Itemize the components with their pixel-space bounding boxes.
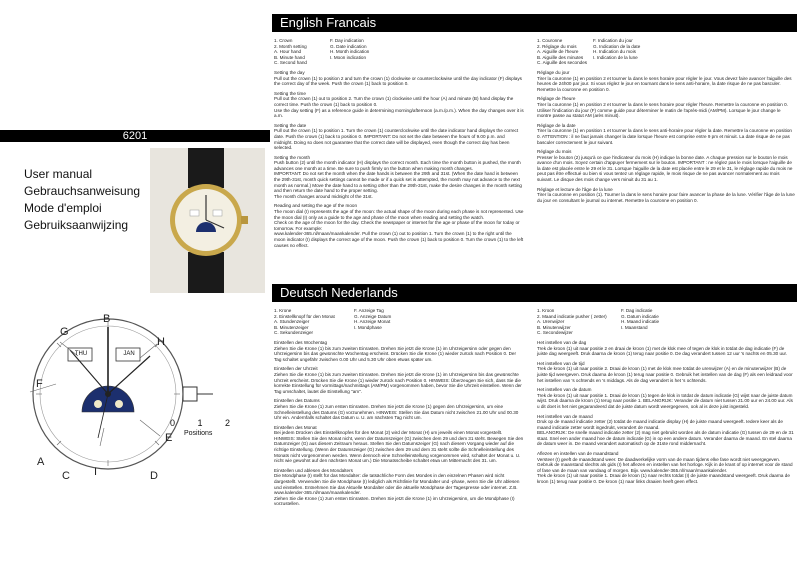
dial-diagram [0,300,270,567]
dial-day-window: THU [74,351,88,357]
french-paragraph: Réglage de la date Tirer la couronne (1) en position 1 et tourner la dans le sens anti-horaire pour régler la date. Remettre la couronne en position 0. ATTENTION : il ne faut jamais changer la date lorsque l'heure est comprise entre 9 pm et minuit. La date risque de ne pas basculer correctement le jour suivant. [537,122,792,145]
crown-position-1: 1 [197,418,203,428]
banner-english-french [272,14,797,32]
english-paragraph: Setting the date Pull out the crown (1) to position 1. Turn the crown (1) counterclockwise until the date indicator hand displays the correct date. Push the crown (1) back to position 0. IMPORTANT: Do not set the date between the hours of 9.00 p.m. and midnight. Doing so does not guarantee that the correct date will be displayed, even though the correct day has been selected. [274,122,519,151]
dial-month-window: JAN [123,351,135,357]
english-legend [274,38,524,66]
deutsch-section [274,308,524,511]
dial-label-d: D [150,470,158,482]
manual-title-de: Gebrauchsanweisung [24,184,141,198]
deutsch-paragraph: Einstellen der Uhrzeit Ziehen Sie die Krone (1) bis zum zweiten Einrasten. Drehen Sie jetzt die Krone (1) im Uhrzeigersinn bis das gewünschte Uhrzeit erscheint. Drücken Sie die Krone (1) wieder zurück nach Position 0. HINWEIS: Überzeugen Sie sich, dass Sie die korrekte Einstellung für vormittags/nachmittags (AM/PM) vorgenommen haben, bevor Sie die Uhrzeit einstellen. Wenn der Tag umschaltet, lautet die Einstellung "am". [274,366,522,394]
dial-label-e: E [165,432,173,444]
model-number-bar [0,130,270,142]
french-paragraph: Réglage de l'heure Tirer la couronne (1) en position 2 et tourner la dans le sens horaire pour régler l'heure. Remettre la couronne en position 0. Utiliser l'indication du jour (F) comme guide pour déterminer le matin de l'après-midi (AM/PM). Lorsque le jour change le montre passe au statut AM (arès minuit). [537,96,788,119]
deutsch-paragraph: Einstellen und ablesen des Mondalters Die Mondphase (I) stellt für das Mondalter: die tatsächliche Form des Mondes in den einzelnen Phasen wird nicht dargestellt. Verwenden Sie die Mondphase (I) lediglich als Richtlinie für Mondalter und -phase, wenn Sie die Uhr ablesen und einstellen. Entnehmen Sie das Aktuelle Mondalter oder die aktuelle Mondphase der Tagespresse oder internet. Z.B. www.kalender-365.nl/maan/maankalender. Ziehen Sie die Krone (1) zum ersten Einrasten. Drehen Sie jetzt die Krone (1) im Uhrzeigersinn, um die Mondphase (I) vorzustellen. [274,467,520,507]
english-section [274,38,524,252]
french-legend-col1: 1. Couronne 2. Réglage du mois A. Aiguille de l'heure B. Aiguille des minutes C. Aiguille des secondes [537,38,588,66]
nederlands-paragraph: Het instellen van de datum Trek de kroon (1) uit naar positie 1. Draai de kroon (1) tegen de klok in totdat de datum indicatie (G) wijst naar de juiste datum wijst. Druk daarna de kroon (1) terug naar positie 1. BELANGRIJK: Verander de datum niet tussen 21.00 uur en 24.00 uur. Als u dit doet is het niet gegarandeerd dat de juiste datum wordt weergegeven, ook al is deze juist ingesteld. [537,387,793,409]
french-paragraph: Réglage et lecture de l'âge de la lune Tirer la couronne en position (1). Tourner la dans le sens horaire pour faire avancer la phase de la lune. Vérifier l'âge de la lune du jour en consultant le journal ou internet. Remettre la couronne en position 0. [537,186,795,203]
deutsch-paragraph: Einstellen des Monat Bei jedem Drücken des Einstellknopfes für den Monat (2) wird der Monat (H) um jeweils einen Monat vorgestellt. HINWEIS: Stellen Sie den Monat nicht, wenn der Datumszeiger (G) zwischen dem 29 und dem 31 steht. Bewegen Sie den Datumzeiger (G) aus diesem Zeitraum heraus. Stellen Sie den Datumszeiger (G) nach diesem Vorgang wieder auf die richtige Einstellung. (Wenn der Datumszeiger (G) zwischen dem 29 und dem 31 steht sollte die Schnelleinstellung des Monats nicht vorgenommen werden. Wenn dennoch eine Schnelleinstellung vorgenommen wird, schaltet der Monat u. U. nicht wie gewohnt auf den nächsten Monat um.) Die Monatsscheibe schaltet etwa um Mitternacht des 31. um. [274,424,524,464]
french-paragraph: Réglage du jour Tirer la couronne (1) en position 2 et tourner la dans le sens horaire pour régler le jour. Vous devez faire avancer l'aiguille des heures de 24h00 par jour. Si vous réglez le jour en tournant dans le sens anti-horaire, la date risque de ne pas basculer. Remettre la couronne en position 0. [537,69,792,92]
banner-deutsch-nederlands-title: Deutsch Nederlands [280,285,398,300]
english-paragraph: Setting the time Pull out the crown (1) out to position 2. Turn the crown (1) clockwise until the hour (A) and minute (B) hand display the correct time. Push the crown (1) back to position 0. Use the day setting (F) as a reference guide in determining morning/afternoon (a.m./p.m.). When the day changes over it is a.m. [274,90,524,119]
dial-label-i: I [94,466,98,478]
deutsch-legend-col1: 1. Krone 2. Einstellknopf für den Monat A. Stundenzeiger B. Minutenzeiger C. Sekundenzeiger [274,308,335,336]
manual-title-nl: Gebruiksaanwijzing [24,218,129,232]
banner-deutsch-nederlands [272,284,797,302]
crown-positions [170,418,230,428]
english-paragraph: Setting the day Pull out the crown (1) to position 2 and turn the crown (1) clockwise or counterclockwise until the day indicator (F) displays the correct day of the week. Push the crown (1) back to position 0. [274,69,522,87]
dial-label-h: H [157,336,165,348]
positions-label: Positions [184,430,213,437]
manual-title-fr: Mode d'emploi [24,201,102,215]
dial-label-b: B [103,313,111,325]
nederlands-paragraph: Het instellen van de maand Druk op de maand indicatie zetter (2) totdat de maand indicatie display (H) de juiste maand weergeeft. Iedere keer als de maand indicatie zetter wordt ingedrukt, verandert de maand. BELANGRIJK: De snelle maand indicatie zetter (2) mag niet gebruikt worden als de datum indicatie (G) tussen de 29 en de 31 staat. Snel een ander maand hoe de datum indicatie (G) in op een andere datum. Verander daarna de maand. En stel daarna de datum weer in. De maand verandert automatisch op de 31ste rond middernacht. [537,413,794,447]
english-legend-col1: 1. Crown 2. Month setting A. Hour hand B. Minute hand C. Second hand [274,38,307,66]
crown-position-0: 0 [170,418,176,428]
deutsch-paragraph: Einstellen des Datums Ziehen Sie die Krone (1) zum ersten Einrasten. Drehen Sie jetzt die Krone (1) gegen den Uhrzeigersinn, um eine Schnelleinstellung des Datums (G) vorzunehmen. HINWEIS: Stellen Sie das Datum nicht zwischen 21.00 Uhr und 00.30 Uhr ein. Andernfalls schaltet das Datum u. U. am nächsten Tag nicht um. [274,398,519,421]
dial-label-a: A [37,456,45,468]
nederlands-paragraph: Het instellen van de tijd Trek de kroon (1) uit naar positie 2. Draai de kroon (1) met de klok mee totdat de urenwijzer (A) en de minutenwijzer (B) de juiste tijd weergeven. Druk daarna de kroon (1) terug naar positie 0. Gebruik het instellen van de dag (F) als een leidraad voor het instellen van 's ochtends en 's middags. Als de dag verandert is het 's ochtends. [537,360,793,383]
french-section [537,38,795,207]
french-legend-col2: F. Indication du jour G. Indication de la date H. Indication du mois I. Indication de la lune [593,38,641,60]
model-number: 6201 [122,130,148,142]
nederlands-paragraph: Aflezen en instellen van de maandstand Versteer (I) geeft de maandstand weer. De daadwerkelijke vorm van de maan tijdens elke fase wordt niet weergegeven. Gebruik de maanstand slechts als gids (I) het aflezen en instellen van het horloge. Kijk in de krant of op internet voor de stand of fase van de maan van vandaag of morgen. Bijv. www.kalender-365.nl/maan/maankalender. Trek de kroon (1) uit naar positie 1. Draai de kroon (1) naar rechts totdat (I) de juiste maandstand weergeeft. Druk daarna de kroon (1) terug naar positie 0. De kroon (1) naar links draaien heeft geen effect. [537,451,793,485]
english-paragraph: Setting the month Push button (2) until the month indicator (H) displays the correct month. Each time the month button is pushed, the month advances one month at a time. Be sure to push firmly on the button when making month changes. IMPORTANT: Do not set the month when the date hands is between the 29th and 31st. (When the date hand is between the 29th-31st, month quick settings cannot be made or if a quick set is attempted, the month may not advance to the next month as normal.) Move the date hand to a setting other than the 29th-31st, make the desire changes in the month setting and then return the date hand to the proper setting. The month changes around midnight of the 31st. [274,154,522,199]
dial-label-c: C [62,470,70,482]
nederlands-section [537,308,795,489]
dial-label-f: F [36,378,43,390]
french-legend [537,38,795,66]
manual-title-en: User manual [24,167,93,181]
nederlands-legend-col2: F. Dag indicatie G. Datum indicatie H. Maand indicatie I. Maanstand [621,308,660,330]
deutsch-paragraph: Einstellen des Wochentag Ziehen Sie die Krone (1) bis zum zweiten Einrasten. Drehen Sie jetzt die Krone (1) im Uhrzeigersinn oder gegen den Uhrzeigersinn bis das gewünschte Wochentag erscheint. Drücken Sie die Krone (1) wieder zurück nach Position 0. Der Tag schaltet ungefähr zwischen 0.00 Uhr und 5.30 Uhr oben etwas später um. [274,339,516,362]
english-legend-col2: F. Day indication G. Date indication H. Month indication I. Moon indication [330,38,370,60]
nederlands-legend-col1: 1. Kroon 2. Maand indicatie pusher ( zetter) A. Urenwijzer B. Minutenwijzer C. Secondewijzer [537,308,607,336]
crown-position-2: 2 [224,418,230,428]
deutsch-legend-col2: F. Anzeige Tag G. Anzeige Datum H. Anzeige Monat I. Mondphase [354,308,392,330]
french-paragraph: Réglage du mois Presser le bouton (2) jusqu'à ce que l'indicateur du mois (H) indique la bonne date. A chaque pression sur le bouton le mois avance d'un mois. Soyez certain d'appuyer fermement sur le bouton. IMPORTANT : ne réglez pas le mois lorsque l'aiguille de la date est placée entre le 29 et le 31. Lorsque l'aiguille de la date est placée entre le 29 et le 31, le réglage rapide du mois ne peut pas être effectué ou bien si vous tentez un réglage rapide, le mois risque de ne pas avancer normalement au mois suivant. Le disque des mois change vers minuit du 31 au 1. [537,149,793,183]
watch-photo [150,148,265,293]
english-paragraph: Reading and setting the age of the moon The moon dial (I) represents the age of the moon: the actual shape of the moon during each phase is not represented. Use the moon dial (I) only as a guide to the age and phase of the moon when reading and setting the watch. Check on the age of the moon for the day. Check the newspaper or internet for the age or phase of the moon for today or tomorrow. For example: www.kalender-365.nl/maan/maankalender. Pull the crown (1) out to position 1. Turn the crown (1) to the right until the moon indicator (I) displays the correct age of the moon. Push the crown (1) back to position 0. Turn the crown (1) to the left causes no effect. [274,203,524,248]
manual-title-list [24,166,140,234]
nederlands-paragraph: Het instellen van de dag Trek de kroon (1) uit naar positie 2 en draai de kroon (1) met de klok mee of tegen de klok in totdat de dag indicatie (F) de juiste dag weergeeft. Druk daarna de kroon (1) terug naar positie 0. De dag verandert tussen 12 uur 's nachts en 05.30 uur. [537,339,788,357]
deutsch-legend [274,308,524,336]
nederlands-legend [537,308,795,336]
dial-label-g: G [60,326,69,338]
banner-english-french-title: English Francais [280,15,377,30]
